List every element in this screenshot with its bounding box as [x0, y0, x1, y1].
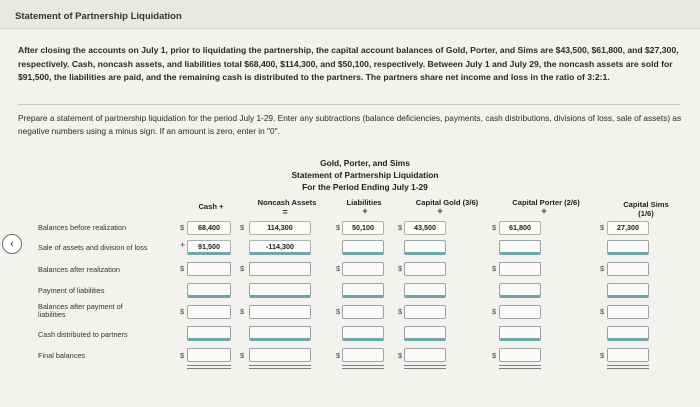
currency-symbol: $ — [336, 264, 341, 273]
gold-sale-input[interactable] — [404, 240, 446, 255]
currency-symbol: $ — [398, 264, 403, 273]
sims-final-input[interactable] — [607, 348, 649, 362]
noncash-final-input[interactable] — [249, 348, 311, 362]
noncash-balances-before[interactable]: 114,300 — [249, 221, 311, 235]
sims-balances-before[interactable]: 27,300 — [607, 221, 649, 235]
col-header-sims: Capital Sims — [623, 200, 669, 209]
sims-payment-input[interactable] — [607, 283, 649, 298]
cash-after-payment-input[interactable] — [187, 305, 231, 319]
statement-period: For the Period Ending July 1-29 — [302, 182, 428, 192]
sims-after-payment-input[interactable] — [607, 305, 649, 319]
row-label-final: Final balances — [38, 351, 86, 360]
currency-symbol: $ — [398, 223, 403, 232]
plus-operator: + — [437, 206, 443, 216]
sims-distributed-input[interactable] — [607, 326, 649, 341]
row-label-balances-before: Balances before realization — [38, 223, 127, 232]
problem-description: After closing the accounts on July 1, prior to liquidating the partnership, the capital account balances of Gold, Porter, and Sims are $43,500, $61,800, and $27,300, respectively. Cash, noncash assets, and liabilities total $68,400, $114,300, and $50,100, respectively. Between July 1 and July 29, the noncash assets are sold for $91,500, the liabilities are paid, and the remaining cash is distributed to the partners. The partners share net income and loss in the ratio of 3:2:1. — [18, 45, 679, 83]
liabilities-payment-input[interactable] — [342, 283, 384, 298]
noncash-balances-after-input[interactable] — [249, 262, 311, 276]
liabilities-after-payment-input[interactable] — [342, 305, 384, 319]
currency-symbol: $ — [492, 351, 497, 360]
currency-symbol: $ — [180, 307, 185, 316]
gold-payment-input[interactable] — [404, 283, 446, 298]
cash-final-input[interactable] — [187, 348, 231, 362]
liabilities-sale-input[interactable] — [342, 240, 384, 255]
currency-symbol: $ — [336, 351, 341, 360]
sims-balances-after-input[interactable] — [607, 262, 649, 276]
instructions: Prepare a statement of partnership liquidation for the period July 1-29. Enter any subtractions (balance deficiencies, payments, cash distributions, divisions of loss, sale of assets) as negative numbers using a minus sign. If an amount is zero, enter in "0". — [18, 113, 682, 136]
gold-after-payment-input[interactable] — [404, 305, 446, 319]
gold-balances-after-input[interactable] — [404, 262, 446, 276]
equals-operator: = — [282, 207, 288, 217]
currency-symbol: $ — [600, 223, 605, 232]
page-title: Statement of Partnership Liquidation — [15, 11, 182, 22]
cash-payment-input[interactable] — [187, 283, 231, 298]
double-underline — [249, 365, 311, 369]
row-label-after-payment-2: liabilities — [38, 310, 66, 319]
liabilities-balances-after-input[interactable] — [342, 262, 384, 276]
porter-balances-after-input[interactable] — [499, 262, 541, 276]
gold-balances-before[interactable]: 43,500 — [404, 221, 446, 235]
currency-symbol: $ — [240, 223, 245, 232]
currency-symbol: $ — [240, 264, 245, 273]
double-underline — [499, 365, 541, 369]
liabilities-balances-before[interactable]: 50,100 — [342, 221, 384, 235]
currency-symbol: $ — [336, 307, 341, 316]
currency-symbol: $ — [336, 223, 341, 232]
plus-operator: + — [541, 206, 547, 216]
cash-balances-after-input[interactable] — [187, 262, 231, 276]
back-arrow-icon[interactable]: ‹ — [2, 234, 22, 254]
liabilities-distributed-input[interactable] — [342, 326, 384, 341]
col-header-porter: Capital Porter (2/6) — [512, 198, 580, 207]
divider — [18, 104, 680, 105]
gold-final-input[interactable] — [404, 348, 446, 362]
double-underline — [404, 365, 446, 369]
row-label-balances-after: Balances after realization — [38, 265, 120, 274]
currency-symbol: $ — [180, 351, 185, 360]
currency-symbol: $ — [180, 264, 185, 273]
col-header-gold: Capital Gold (3/6) — [415, 198, 479, 207]
porter-balances-before[interactable]: 61,800 — [499, 221, 541, 235]
currency-symbol: $ — [240, 307, 245, 316]
currency-symbol: $ — [180, 223, 185, 232]
double-underline — [187, 365, 231, 369]
porter-payment-input[interactable] — [499, 283, 541, 298]
currency-symbol: $ — [492, 223, 497, 232]
porter-distributed-input[interactable] — [499, 326, 541, 341]
porter-after-payment-input[interactable] — [499, 305, 541, 319]
row-label-sale: Sale of assets and division of loss — [38, 243, 148, 252]
gold-distributed-input[interactable] — [404, 326, 446, 341]
col-header-sims-ratio: (1/6) — [638, 209, 654, 218]
noncash-distributed-input[interactable] — [249, 326, 311, 341]
currency-symbol: $ — [240, 351, 245, 360]
sims-sale-input[interactable] — [607, 240, 649, 255]
statement-name: Statement of Partnership Liquidation — [291, 170, 439, 180]
double-underline — [342, 365, 384, 369]
noncash-after-payment-input[interactable] — [249, 305, 311, 319]
noncash-sale[interactable]: -114,300 — [249, 240, 311, 255]
cash-balances-before[interactable]: 68,400 — [187, 221, 231, 235]
currency-symbol: $ — [398, 351, 403, 360]
cash-distributed-input[interactable] — [187, 326, 231, 341]
currency-symbol: $ — [398, 307, 403, 316]
col-header-noncash: Noncash Assets — [257, 198, 317, 207]
noncash-payment-input[interactable] — [249, 283, 311, 298]
porter-sale-input[interactable] — [499, 240, 541, 255]
currency-symbol: $ — [492, 307, 497, 316]
row-label-after-payment: Balances after payment of — [38, 302, 123, 311]
row-label-distributed: Cash distributed to partners — [38, 330, 128, 339]
row-label-payment: Payment of liabilities — [38, 286, 105, 295]
currency-symbol: $ — [600, 307, 605, 316]
col-header-cash: Cash + — [198, 202, 224, 211]
currency-symbol: $ — [492, 264, 497, 273]
liabilities-final-input[interactable] — [342, 348, 384, 362]
statement-company: Gold, Porter, and Sims — [320, 158, 410, 168]
col-header-liabilities: Liabilities — [346, 198, 382, 207]
double-underline — [607, 365, 649, 369]
currency-symbol: $ — [600, 351, 605, 360]
currency-symbol: $ — [600, 264, 605, 273]
cash-sale[interactable]: 91,500 — [187, 240, 231, 255]
plus-sign: + — [180, 240, 186, 250]
porter-final-input[interactable] — [499, 348, 541, 362]
plus-operator: + — [362, 206, 368, 216]
header-bar — [0, 0, 700, 29]
